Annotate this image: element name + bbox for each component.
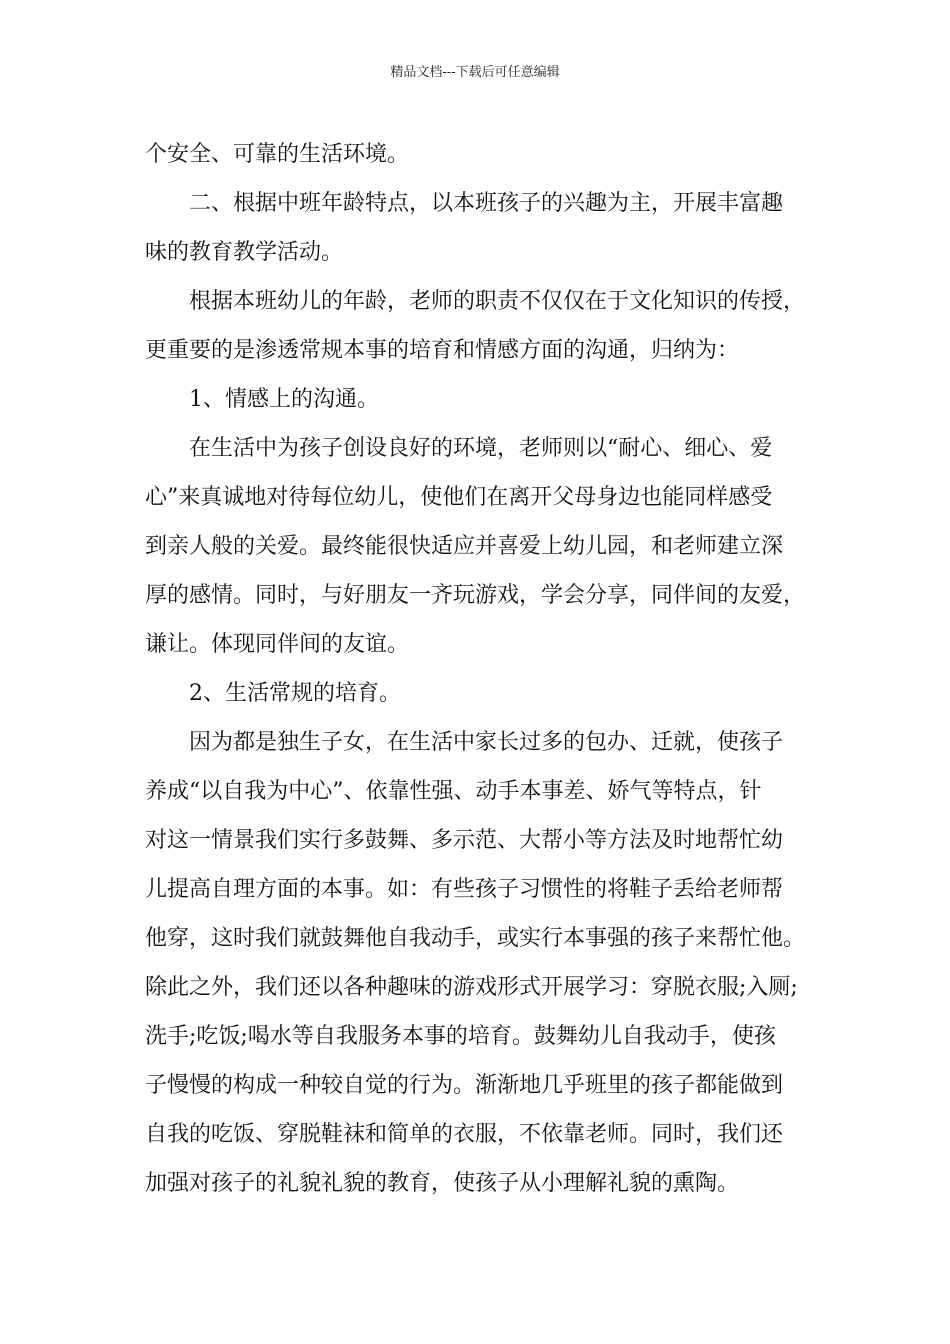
text-line: 更重要的是渗透常规本事的培育和情感方面的沟通，归纳为： [145, 338, 740, 363]
text-line: 养成“以自我为中心”、依靠性强、动手本事差、娇气等特点，针 [145, 779, 762, 804]
page-header: 精品文档---下载后可任意编辑 [390, 65, 560, 80]
text-line: 加强对孩子的礼貌礼貌的教育，使孩子从小理解礼貌的熏陶。 [145, 1171, 740, 1196]
text-line: 子慢慢的构成一种较自觉的行为。渐渐地几乎班里的孩子都能做到 [145, 1073, 784, 1098]
text-line: 1、情感上的沟通。 [189, 387, 379, 412]
text-line: 心”来真诚地对待每位幼儿，使他们在离开父母身边也能同样感受 [145, 485, 773, 510]
text-line: 2、生活常规的培育。 [189, 681, 401, 706]
text-line: 自我的吃饭、穿脱鞋袜和简单的衣服，不依靠老师。同时，我们还 [145, 1122, 784, 1147]
text-line: 洗手;吃饭;喝水等自我服务本事的培育。鼓舞幼儿自我动手，使孩 [145, 1024, 776, 1049]
text-line: 根据本班幼儿的年龄，老师的职责不仅仅在于文化知识的传授， [189, 289, 806, 314]
text-line: 味的教育教学活动。 [145, 240, 344, 265]
text-line: 他穿，这时我们就鼓舞他自我动手，或实行本事强的孩子来帮忙他。 [145, 926, 806, 951]
body-text [145, 130, 815, 1208]
text-line: 到亲人般的关爱。最终能很快适应并喜爱上幼儿园，和老师建立深 [145, 534, 784, 559]
text-line: 儿提高自理方面的本事。如：有些孩子习惯性的将鞋子丢给老师帮 [145, 877, 784, 902]
text-line: 二、根据中班年龄特点，以本班孩子的兴趣为主，开展丰富趣 [189, 191, 784, 216]
text-line: 除此之外，我们还以各种趣味的游戏形式开展学习：穿脱衣服;入厕; [145, 975, 798, 1000]
text-line: 个安全、可靠的生活环境。 [145, 142, 410, 167]
text-line: 谦让。体现同伴间的友谊。 [145, 632, 410, 657]
text-line: 在生活中为孩子创设良好的环境，老师则以“耐心、细心、爱 [189, 436, 773, 461]
text-line: 厚的感情。同时，与好朋友一齐玩游戏，学会分享，同伴间的友爱， [145, 583, 806, 608]
text-line: 因为都是独生子女，在生活中家长过多的包办、迁就，使孩子 [189, 730, 784, 755]
text-line: 对这一情景我们实行多鼓舞、多示范、大帮小等方法及时地帮忙幼 [145, 828, 784, 853]
